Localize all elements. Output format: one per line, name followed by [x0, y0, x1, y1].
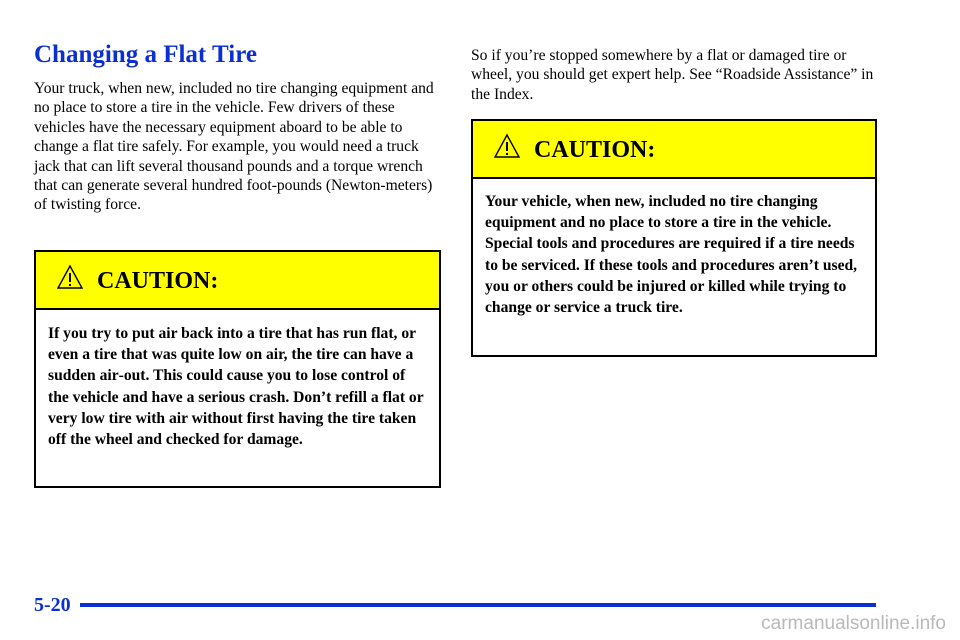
- caution-header: [36, 252, 439, 310]
- expert-help-paragraph: So if you’re stopped somewhere by a flat or damaged tire or wheel, you should get expert help. See “Roadside Assistance” in the Index.: [471, 47, 874, 103]
- caution-label: CAUTION:: [534, 137, 656, 163]
- caution-header: [473, 121, 875, 179]
- warning-triangle-icon: [56, 264, 84, 290]
- watermark: carmanualsonline.info: [761, 613, 946, 634]
- caution-label: CAUTION:: [97, 268, 219, 294]
- warning-triangle-icon: [493, 133, 521, 159]
- caution-box-air-out: [34, 250, 441, 488]
- caution-text: Your vehicle, when new, included no tire changing equipment and no place to store a tire in the vehicle. Special tools and procedures are required if a tire needs to be serviced. If these tools and procedures aren’t used, you or others could be injured or killed while trying to change or service a truck tire.: [485, 193, 858, 317]
- footer-rule: [80, 603, 876, 607]
- caution-text: If you try to put air back into a tire that has run flat, or even a tire that was quite low on air, the tire can have a sudden air‑out. This could cause you to lose control of the vehicle and have a serious crash. Don’t refill a flat or very low tire with air without first having the tire taken off the wheel and checked for damage.: [48, 325, 424, 449]
- caution-box-no-tire-equipment: [471, 119, 877, 357]
- page-number: 5-20: [34, 594, 71, 616]
- intro-paragraph: Your truck, when new, included no tire changing equipment and no place to store a tire in the vehicle. Few drivers of these vehicles have the necessary equipment aboard to be able to change a flat tire safely. For example, you would need a truck jack that can lift several thousand pounds and a torque wrench that can generate several hundred foot‑pounds (Newton‑meters) of twisting force.: [34, 80, 434, 214]
- page-title: Changing a Flat Tire: [34, 41, 257, 68]
